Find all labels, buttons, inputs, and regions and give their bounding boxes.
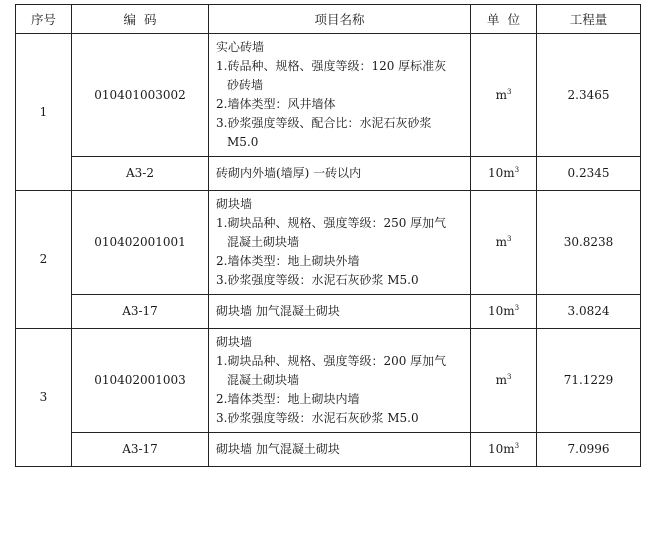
quota-unit: $10m^3$ [471, 157, 537, 191]
item-line: 2.墙体类型：地上砌块内墙 [216, 392, 360, 406]
item-line: 混凝土砌块墙 [227, 235, 300, 249]
quota-quantity: 0.2345 [537, 157, 641, 191]
item-line: M5.0 [227, 135, 259, 149]
row-index: 1 [16, 34, 72, 191]
quota-code: A3-17 [72, 433, 209, 467]
item-description [209, 191, 471, 295]
quota-unit: $10m^3$ [471, 295, 537, 329]
item-code: 010402001003 [72, 329, 209, 433]
item-line: 3.砂浆强度等级：水泥石灰砂浆 M5.0 [216, 411, 419, 425]
quota-name: 砖砌内外墙(墙厚) 一砖以内 [209, 157, 471, 191]
item-title: 砌块墙 [216, 335, 253, 349]
item-description [209, 329, 471, 433]
table-subrow [16, 433, 641, 467]
table-subrow [16, 295, 641, 329]
item-title: 砌块墙 [216, 197, 253, 211]
item-code: 010401003002 [72, 34, 209, 157]
item-quantity: 30.8238 [537, 191, 641, 295]
quota-quantity: 7.0996 [537, 433, 641, 467]
table-row [16, 34, 641, 157]
table-row [16, 191, 641, 295]
quota-name: 砌块墙 加气混凝土砌块 [209, 433, 471, 467]
table-subrow [16, 157, 641, 191]
item-unit: $m^3$ [471, 34, 537, 157]
table-row [16, 329, 641, 433]
item-code: 010402001001 [72, 191, 209, 295]
item-description [209, 34, 471, 157]
quota-code: A3-17 [72, 295, 209, 329]
item-line: 2.墙体类型：风井墙体 [216, 97, 336, 111]
header-name: 项目名称 [209, 5, 471, 34]
item-title: 实心砖墙 [216, 40, 265, 54]
quantity-table [15, 4, 641, 467]
item-line: 3.砂浆强度等级、配合比：水泥石灰砂浆 [216, 116, 432, 130]
header-row [16, 5, 641, 34]
item-line: 砂砖墙 [227, 78, 264, 92]
quota-code: A3-2 [72, 157, 209, 191]
header-quantity: 工程量 [537, 5, 641, 34]
item-unit: $m^3$ [471, 329, 537, 433]
row-index: 3 [16, 329, 72, 467]
quota-name: 砌块墙 加气混凝土砌块 [209, 295, 471, 329]
item-line: 1.砖品种、规格、强度等级：120 厚标准灰 [216, 59, 447, 73]
row-index: 2 [16, 191, 72, 329]
item-unit: $m^3$ [471, 191, 537, 295]
item-line: 2.墙体类型：地上砌块外墙 [216, 254, 360, 268]
quota-quantity: 3.0824 [537, 295, 641, 329]
item-line: 混凝土砌块墙 [227, 373, 300, 387]
item-line: 1.砌块品种、规格、强度等级：250 厚加气 [216, 216, 447, 230]
item-line: 1.砌块品种、规格、强度等级：200 厚加气 [216, 354, 447, 368]
header-code: 编 码 [72, 5, 209, 34]
item-quantity: 71.1229 [537, 329, 641, 433]
quota-unit: $10m^3$ [471, 433, 537, 467]
item-quantity: 2.3465 [537, 34, 641, 157]
header-index: 序号 [16, 5, 72, 34]
header-unit: 单 位 [471, 5, 537, 34]
item-line: 3.砂浆强度等级：水泥石灰砂浆 M5.0 [216, 273, 419, 287]
